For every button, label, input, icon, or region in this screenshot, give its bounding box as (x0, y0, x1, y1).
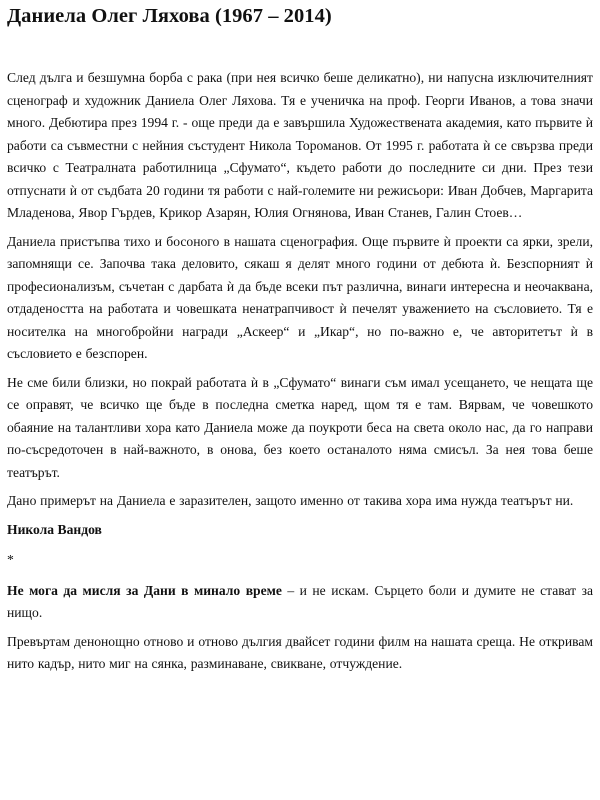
last-paragraph: Превъртам денонощно отново и отново дългия двайсет години филм на нашата среща. Не откривам нито кадър, нито миг на сянка, разминаване, свикване, отчуждение. (7, 633, 593, 671)
paragraph-3: Не сме били близки, но покрай работата ѝ в „Сфумато“ винаги съм имал усещането, че нещата ще се оправят, че всичко ще бъде в последна сметка наред, щом тя е там. Вярвам, че човешкото обаяние на талантливи хора като Даниела може да поукроти беса на света около нас, да го направи по-съсредоточен в най-важното, в онова, без което останалото няма смисъл. За нея това беше театърът. (7, 374, 593, 480)
second-section-paragraph (7, 580, 593, 625)
author-signature: Никола Вандов (7, 521, 102, 537)
paragraph-2: Даниела пристъпва тихо и босоного в нашата сценография. Още първите ѝ проекти са ярки, зрели, запомнящи се. Започва така деловито, сякаш я делят много години от дебюта ѝ. Безспорният ѝ професионализъм, съчетан с дарбата ѝ да бъде всеки път различна, винаги интересна и неочаквана, отдадеността на работата и човешката ненатрапчивост ѝ печелят уважението на съсловието. Тя е носителка на многобройни награди „Аскеер“ и „Икар“, но по-важно е, че авторитетът ѝ в съсловието е безспорен. (7, 233, 593, 361)
paragraph-4: Дано примерът на Даниела е заразителен, защото именно от такива хора има нужда театърът ни. (7, 493, 574, 508)
section-separator: * (7, 552, 14, 567)
second-section-rest: – и не искам. Сърцето боли и думите не стават за нищо. (7, 582, 593, 620)
paragraph-1: След дълга и безшумна борба с рака (при нея всичко беше деликатно), ни напусна изключителният сценограф и художник Даниела Олег Ляхова. Тя е ученичка на проф. Георги Иванов, а това значи много. Дебютира през 1994 г. - още преди да е завършила Художествената академия, като първите ѝ работи са съвместни с нейния състудент Никола Тороманов. От 1995 г. работата ѝ се свързва преди всичко с Театралната работилница „Сфумато“, където работи до последните си дни. През тези отпуснати ѝ от съдбата 20 години тя работи с най-големите ни режисьори: Иван Добчев, Маргарита Младенова, Явор Гърдев, Крикор Азарян, Юлия Огнянова, Иван Станев, Галин Стоев… (7, 70, 593, 220)
article-body (7, 67, 593, 676)
article-title: Даниела Олег Ляхова (1967 – 2014) (7, 5, 332, 27)
second-section-lead: Не мога да мисля за Дани в минало време (7, 582, 282, 598)
